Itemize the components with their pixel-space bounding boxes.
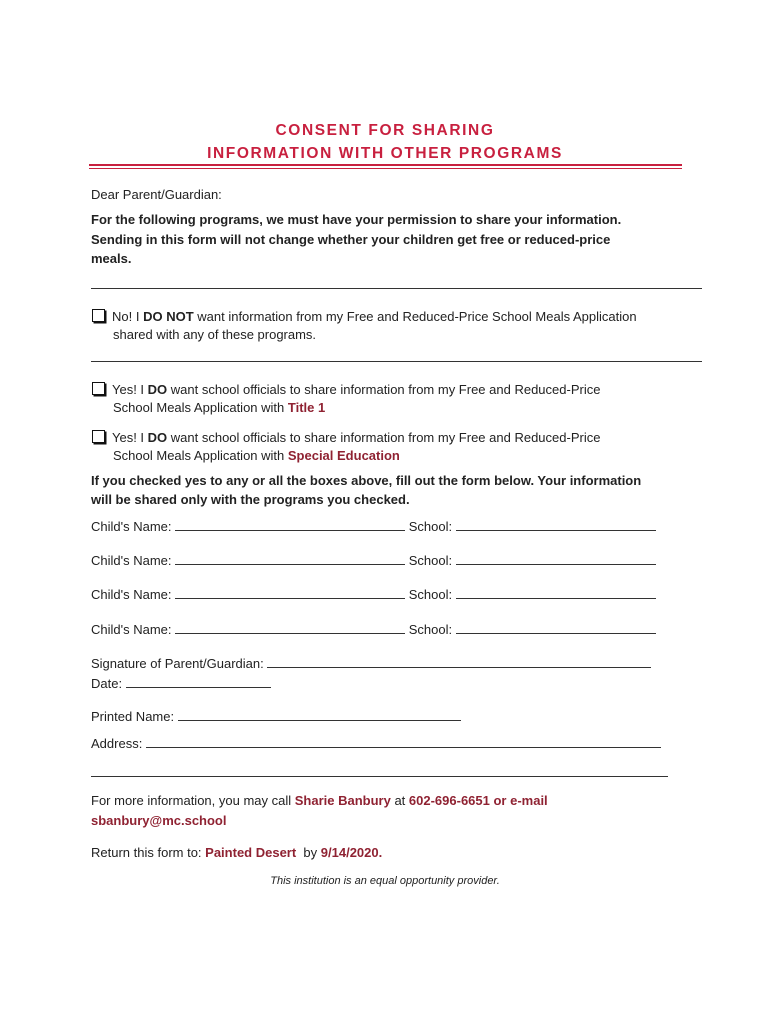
date-row: [91, 674, 271, 693]
school-label: School:: [408, 622, 453, 637]
school-label: School:: [408, 587, 453, 602]
signature-label: Signature of Parent/Guardian:: [91, 656, 264, 671]
option-title1[interactable]: [91, 380, 600, 399]
child-name-label: Child's Name:: [91, 622, 172, 637]
printed-name-label: Printed Name:: [91, 709, 175, 724]
option-no-prefix: No! I: [112, 309, 144, 324]
footer-statement: This institution is an equal opportunity provider.: [270, 875, 500, 887]
address-field[interactable]: [146, 734, 661, 748]
signature-field[interactable]: [267, 654, 651, 668]
child-row: [91, 585, 656, 604]
contact-email[interactable]: sbanbury@mc.school: [91, 813, 227, 828]
option-no-line-2: shared with any of these programs.: [113, 327, 317, 342]
option-sped-emph: DO: [147, 430, 168, 445]
greeting: Dear Parent/Guardian:: [91, 187, 222, 202]
contact-phone: 602-696-6651: [408, 793, 490, 808]
contact-line-1: [91, 791, 548, 810]
checkbox-title1[interactable]: [92, 382, 105, 395]
address-label: Address:: [91, 736, 143, 751]
return-date: 9/14/2020: [320, 845, 379, 860]
intro-line-2: Sending in this form will not change whether your children get free or reduced-price: [91, 232, 611, 247]
option-title1-line-2: [91, 398, 325, 417]
option-no-text: want information from my Free and Reduced-Price School Meals Application: [193, 309, 637, 324]
school-field[interactable]: [456, 585, 656, 599]
signature-row: [91, 654, 651, 673]
title-underline-thin: [89, 168, 682, 169]
option-sped-prefix: Yes! I: [112, 430, 148, 445]
option-no[interactable]: [91, 307, 637, 326]
program-title1: Title 1: [287, 400, 326, 415]
address-field-line-2[interactable]: [91, 776, 668, 777]
contact-at: at: [390, 793, 409, 808]
date-field[interactable]: [126, 674, 271, 688]
option-title1-text: want school officials to share information from my Free and Reduced-Price: [167, 382, 601, 397]
child-name-field[interactable]: [175, 551, 405, 565]
child-row: [91, 551, 656, 570]
divider-middle: [91, 361, 702, 362]
intro-line-3: meals.: [91, 251, 132, 266]
child-name-label: Child's Name:: [91, 553, 172, 568]
program-special-education: Special Education: [287, 448, 400, 463]
child-row: [91, 620, 656, 639]
checkbox-sped[interactable]: [92, 430, 105, 443]
option-sped-line-2-text: School Meals Application with: [113, 448, 288, 463]
instructions-line-1: If you checked yes to any or all the boxes above, fill out the form below. Your information: [91, 473, 642, 488]
return-place: Painted Desert: [205, 845, 297, 860]
child-name-field[interactable]: [175, 620, 405, 634]
option-sped-text: want school officials to share information from my Free and Reduced-Price: [167, 430, 601, 445]
option-title1-prefix: Yes! I: [112, 382, 148, 397]
option-title1-emph: DO: [147, 382, 168, 397]
date-label: Date:: [91, 676, 123, 691]
option-no-emph: DO NOT: [143, 309, 194, 324]
child-row: [91, 517, 656, 536]
school-label: School:: [408, 519, 453, 534]
child-name-label: Child's Name:: [91, 587, 172, 602]
instructions-line-2: will be shared only with the programs you checked.: [91, 492, 410, 507]
contact-prefix: For more information, you may call: [91, 793, 295, 808]
option-title1-line-2-text: School Meals Application with: [113, 400, 288, 415]
school-field[interactable]: [456, 517, 656, 531]
printed-name-field[interactable]: [178, 707, 461, 721]
child-name-field[interactable]: [175, 517, 405, 531]
form-title-line-1: CONSENT FOR SHARING: [275, 122, 495, 139]
option-sped[interactable]: [91, 428, 600, 447]
contact-name: Sharie Banbury: [294, 793, 391, 808]
school-field[interactable]: [456, 620, 656, 634]
form-title-line-2: INFORMATION WITH OTHER PROGRAMS: [207, 145, 563, 162]
school-field[interactable]: [456, 551, 656, 565]
option-sped-line-2: [91, 446, 400, 465]
return-by: by: [296, 845, 321, 860]
intro-line-1: For the following programs, we must have your permission to share your information.: [91, 212, 622, 227]
title-underline: [89, 164, 682, 166]
return-line: [91, 843, 382, 862]
return-prefix: Return this form to:: [91, 845, 206, 860]
divider-top: [91, 288, 702, 289]
printed-name-row: [91, 707, 461, 726]
school-label: School:: [408, 553, 453, 568]
child-name-field[interactable]: [175, 585, 405, 599]
address-row: [91, 734, 661, 753]
return-period: .: [378, 845, 383, 860]
child-name-label: Child's Name:: [91, 519, 172, 534]
checkbox-no[interactable]: [92, 309, 105, 322]
contact-or-email: or e-mail: [489, 793, 548, 808]
